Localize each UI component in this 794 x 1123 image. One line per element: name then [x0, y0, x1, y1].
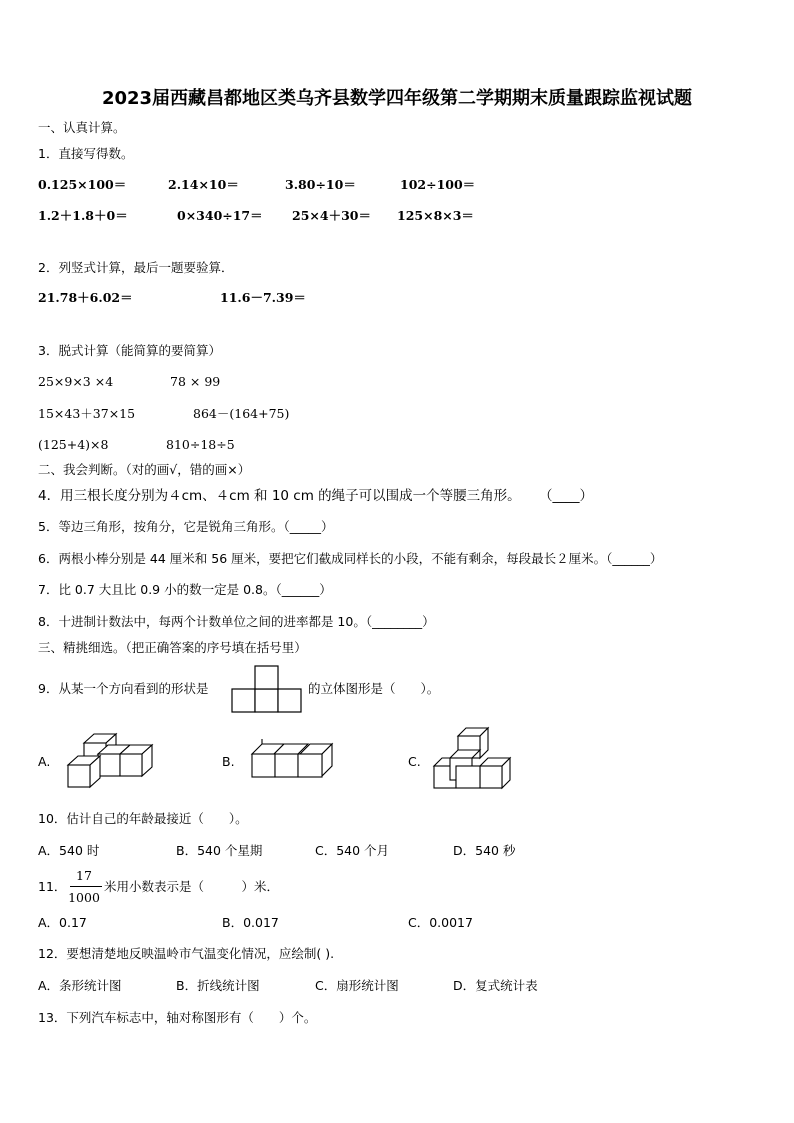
calc-item: (125+4)×8: [38, 437, 109, 452]
question-9-text-after: 的立体图形是（ ）。: [308, 681, 440, 696]
option-b-cube-figure: [250, 738, 340, 788]
question-5: [38, 521, 333, 534]
option-d[interactable]: D．540 秒: [453, 843, 516, 858]
question-5-text: 5．等边三角形，按角分，它是锐角三角形。: [38, 519, 284, 534]
question-11-label: 11．: [38, 879, 67, 894]
calc-item: 810÷18÷5: [166, 437, 235, 452]
question-2-label: 2．列竖式计算，最后一题要验算．: [38, 260, 234, 275]
question-12-text: 12．要想清楚地反映温岭市气温变化情况，应绘制( ).: [38, 946, 335, 961]
section-heading-3: 三、精挑细选。（把正确答案的序号填在括号里）: [38, 640, 307, 655]
calc-item: 3.80÷10＝: [285, 177, 356, 192]
fraction-numerator: 17: [76, 868, 92, 883]
page-title: 2023届西藏昌都地区类乌齐县数学四年级第二学期期末质量跟踪监视试题: [101, 88, 693, 109]
calc-item: 25×9×3 ×4: [38, 374, 114, 389]
question-10-text: 10．估计自己的年龄最接近（ ）。: [38, 811, 248, 826]
front-view-figure: [232, 665, 304, 713]
option-c[interactable]: C．0.0017: [408, 915, 473, 930]
question-7-text: 7．比 0.7 大且比 0.9 小的数一定是 0.8。: [38, 582, 276, 597]
calc-item: 15×43＋37×15: [38, 406, 136, 421]
calc-item: 864－(164+75): [193, 406, 290, 421]
calc-item: 11.6－7.39＝: [220, 290, 306, 305]
question-7: [38, 584, 332, 597]
question-3-label: 3．脱式计算（能简算的要简算）: [38, 343, 221, 358]
option-a[interactable]: A．540 时: [38, 843, 100, 858]
answer-blank[interactable]: （_____）: [283, 519, 334, 534]
calc-item: 0×340÷17＝: [177, 208, 263, 223]
calc-item: 21.78＋6.02＝: [38, 290, 133, 305]
calc-item: 25×4＋30＝: [292, 208, 371, 223]
option-d[interactable]: D．复式统计表: [453, 978, 538, 993]
answer-blank[interactable]: （______）: [606, 551, 663, 566]
question-11-text: 米用小数表示是（ ）米．: [104, 879, 280, 894]
option-c-label[interactable]: C.: [408, 754, 421, 769]
fraction-denominator: 1000: [68, 890, 100, 905]
calc-item: 125×8×3＝: [397, 208, 474, 223]
question-4-text: 4．用三根长度分别为４cm、４cm 和 10 cm 的绳子可以围成一个等腰三角形。: [38, 488, 521, 504]
option-c-cube-figure: [432, 726, 514, 794]
option-c[interactable]: C．540 个月: [315, 843, 390, 858]
option-b[interactable]: B．0.017: [222, 915, 279, 930]
calc-item: 0.125×100＝: [38, 177, 127, 192]
section-heading-1: 一、认真计算。: [38, 120, 126, 135]
option-a[interactable]: A．0.17: [38, 915, 87, 930]
option-b-label[interactable]: B.: [222, 754, 235, 769]
option-a[interactable]: A．条形统计图: [38, 978, 122, 993]
question-9-text-before: 9．从某一个方向看到的形状是: [38, 681, 209, 696]
answer-blank[interactable]: （____）: [538, 488, 593, 504]
question-6-text: 6．两根小棒分别是 44 厘米和 56 厘米，要把它们截成同样长的小段，不能有剩余，每段最长２厘米。: [38, 551, 607, 566]
section-heading-2: 二、我会判断。（对的画√，错的画×）: [38, 462, 251, 477]
option-b[interactable]: B．540 个星期: [176, 843, 263, 858]
answer-blank[interactable]: （________）: [365, 614, 435, 629]
option-a-label[interactable]: A.: [38, 754, 51, 769]
option-a-cube-figure: [66, 733, 156, 793]
calc-item: 78 × 99: [170, 374, 221, 389]
option-b[interactable]: B．折线统计图: [176, 978, 260, 993]
answer-blank[interactable]: （______）: [275, 582, 332, 597]
fraction-bar: [70, 886, 102, 887]
question-13-text: 13．下列汽车标志中，轴对称图形有（ ）个。: [38, 1010, 317, 1025]
question-8-text: 8．十进制计数法中，每两个计数单位之间的进率都是 10。: [38, 614, 366, 629]
calc-item: 1.2＋1.8＋0＝: [38, 208, 128, 223]
question-1-label: 1．直接写得数。: [38, 146, 134, 161]
question-4: [38, 490, 593, 504]
calc-item: 2.14×10＝: [168, 177, 239, 192]
calc-item: 102÷100＝: [400, 177, 476, 192]
question-8: [38, 616, 435, 629]
question-6: [38, 553, 662, 566]
option-c[interactable]: C．扇形统计图: [315, 978, 399, 993]
